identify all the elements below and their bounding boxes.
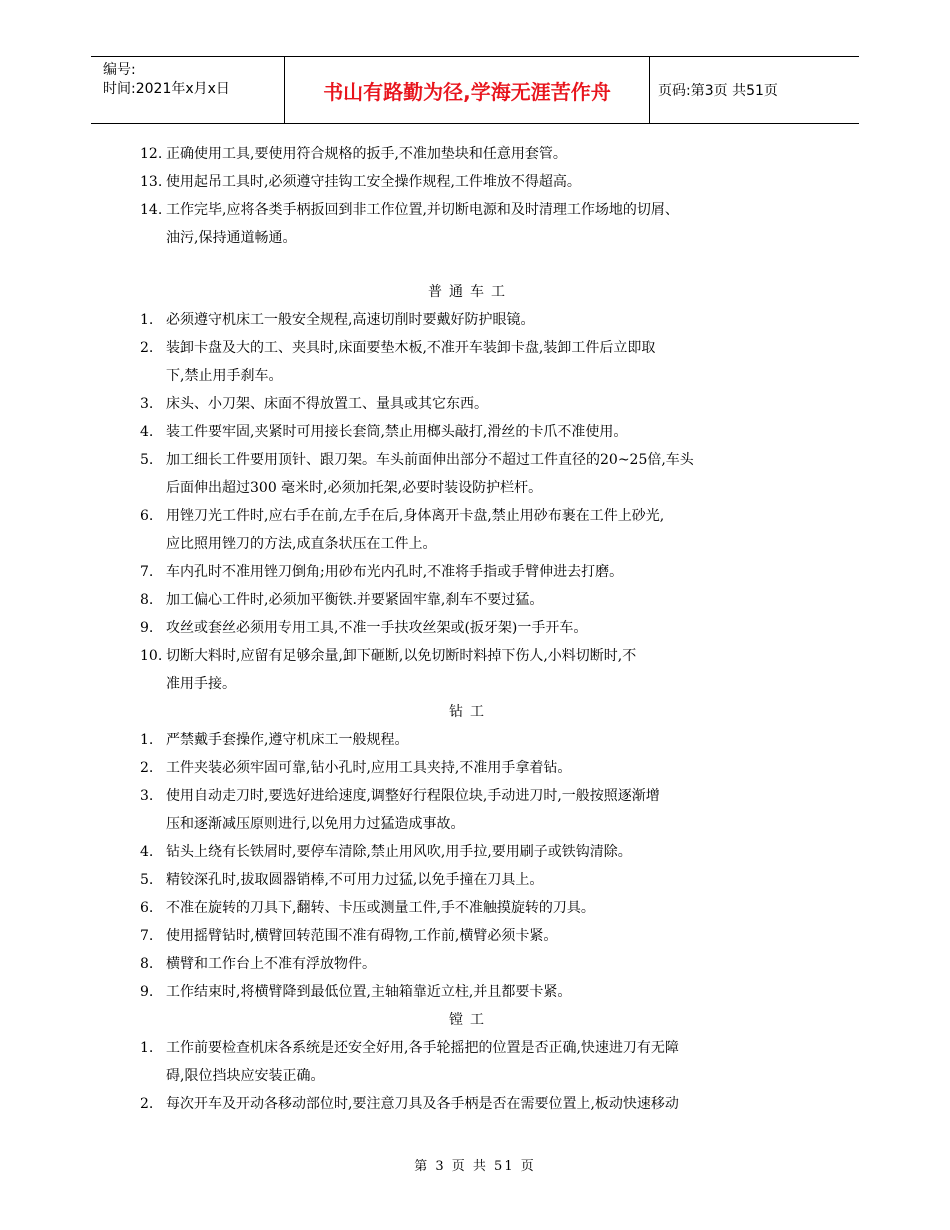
item-text: 使用自动走刀时,要选好进给速度,调整好行程限位块,手动进刀时,一般按照逐渐增 <box>166 788 660 804</box>
item-text: 工作前要检查机床各系统是还安全好用,各手轮摇把的位置是否正确,快速进刀有无障 <box>166 1040 679 1056</box>
item-text: 钻头上绕有长铁屑时,要停车清除,禁止用风吹,用手拉,要用刷子或铁钩清除。 <box>166 844 632 860</box>
list-item <box>140 306 800 334</box>
item-number: 6. <box>140 508 154 524</box>
item-number: 7. <box>140 928 154 944</box>
item-number: 9. <box>140 620 154 636</box>
document-body <box>140 140 800 1118</box>
item-number: 12. <box>140 146 163 162</box>
list-item <box>140 418 800 446</box>
item-text: 准用手接。 <box>166 676 236 692</box>
item-text: 碍,限位挡块应安装正确。 <box>166 1068 325 1084</box>
list-item <box>140 642 800 670</box>
serial-label: 编号: <box>103 62 136 78</box>
item-number: 2. <box>140 760 154 776</box>
list-item-continuation <box>140 810 800 838</box>
header-motto: 书山有路勤为径,学海无涯苦作舟 <box>285 57 650 123</box>
item-number: 3. <box>140 396 154 412</box>
list-item <box>140 866 800 894</box>
item-number: 7. <box>140 564 154 580</box>
header-page-info: 页码:第3页 共51页 <box>658 83 778 99</box>
item-number: 2. <box>140 1096 154 1112</box>
section-title: 钻工 <box>449 704 491 720</box>
page-header <box>91 56 859 124</box>
item-number: 5. <box>140 872 154 888</box>
item-text: 加工偏心工件时,必须加平衡铁.并要紧固牢靠,刹车不要过猛。 <box>166 592 544 608</box>
item-text: 必须遵守机床工一般安全规程,高速切削时要戴好防护眼镜。 <box>166 312 535 328</box>
list-item-continuation <box>140 224 800 252</box>
list-item <box>140 614 800 642</box>
item-number: 1. <box>140 1040 154 1056</box>
list-item <box>140 754 800 782</box>
item-text: 用锉刀光工件时,应右手在前,左手在后,身体离开卡盘,禁止用砂布裹在工件上砂光, <box>166 508 665 524</box>
item-number: 3. <box>140 788 154 804</box>
page-footer: 第 3 页 共 51 页 <box>414 1159 536 1174</box>
item-text: 不准在旋转的刀具下,翻转、卡压或测量工件,手不准触摸旋转的刀具。 <box>166 900 595 916</box>
list-item-continuation <box>140 474 800 502</box>
item-number: 13. <box>140 174 163 190</box>
item-number: 6. <box>140 900 154 916</box>
list-item-continuation <box>140 670 800 698</box>
item-text: 油污,保持通道畅通。 <box>166 230 297 246</box>
list-item <box>140 196 800 224</box>
item-text: 车内孔时不准用锉刀倒角;用砂布光内孔时,不准将手指或手臂伸进去打磨。 <box>166 564 624 580</box>
section-title: 普通车工 <box>428 284 512 300</box>
item-number: 4. <box>140 424 154 440</box>
item-number: 5. <box>140 452 154 468</box>
item-number: 1. <box>140 312 154 328</box>
item-number: 10. <box>140 648 163 664</box>
list-item <box>140 558 800 586</box>
list-item <box>140 950 800 978</box>
item-number: 8. <box>140 956 154 972</box>
item-text: 工作完毕,应将各类手柄扳回到非工作位置,并切断电源和及时清理工作场地的切屑、 <box>166 202 679 218</box>
header-meta <box>91 57 285 123</box>
list-item <box>140 390 800 418</box>
item-text: 每次开车及开动各移动部位时,要注意刀具及各手柄是否在需要位置上,板动快速移动 <box>166 1096 679 1112</box>
item-text: 装工件要牢固,夹紧时可用接长套筒,禁止用榔头敲打,滑丝的卡爪不准使用。 <box>166 424 628 440</box>
item-text: 工件夹装必须牢固可靠,钻小孔时,应用工具夹持,不准用手拿着钻。 <box>166 760 572 776</box>
time-label: 时间:2021年x月x日 <box>103 81 230 97</box>
item-text: 严禁戴手套操作,遵守机床工一般规程。 <box>166 732 409 748</box>
list-item <box>140 586 800 614</box>
list-item-continuation <box>140 530 800 558</box>
item-text: 后面伸出超过300 毫米时,必须加托架,必要时装设防护栏杆。 <box>166 480 543 496</box>
list-item <box>140 446 800 474</box>
list-item <box>140 978 800 1006</box>
item-text: 应比照用锉刀的方法,成直条状压在工件上。 <box>166 536 437 552</box>
item-number: 8. <box>140 592 154 608</box>
item-text: 精铰深孔时,拔取圆器销棒,不可用力过猛,以免手撞在刀具上。 <box>166 872 544 888</box>
item-text: 床头、小刀架、床面不得放置工、量具或其它东西。 <box>166 396 488 412</box>
item-number: 14. <box>140 202 163 218</box>
item-number: 2. <box>140 340 154 356</box>
list-item <box>140 168 800 196</box>
list-item <box>140 502 800 530</box>
list-item <box>140 782 800 810</box>
list-item-continuation <box>140 1062 800 1090</box>
list-item <box>140 140 800 168</box>
item-text: 切断大料时,应留有足够余量,卸下砸断,以免切断时料掉下伤人,小料切断时,不 <box>166 648 637 664</box>
list-item <box>140 334 800 362</box>
item-number: 9. <box>140 984 154 1000</box>
list-item <box>140 1090 800 1118</box>
item-text: 下,禁止用手刹车。 <box>166 368 283 384</box>
item-text: 使用起吊工具时,必须遵守挂钩工安全操作规程,工件堆放不得超高。 <box>166 174 581 190</box>
list-item <box>140 922 800 950</box>
list-item <box>140 1034 800 1062</box>
list-item <box>140 726 800 754</box>
list-item-continuation <box>140 362 800 390</box>
item-text: 横臂和工作台上不准有浮放物件。 <box>166 956 376 972</box>
list-item <box>140 894 800 922</box>
item-number: 1. <box>140 732 154 748</box>
item-number: 4. <box>140 844 154 860</box>
item-text: 加工细长工件要用顶针、跟刀架。车头前面伸出部分不超过工件直径的20~25倍,车头 <box>166 452 694 468</box>
item-text: 工作结束时,将横臂降到最低位置,主轴箱靠近立柱,并且都要卡紧。 <box>166 984 572 1000</box>
item-text: 压和逐渐减压原则进行,以免用力过猛造成事故。 <box>166 816 465 832</box>
section-title: 镗工 <box>449 1012 491 1028</box>
item-text: 装卸卡盘及大的工、夹具时,床面要垫木板,不准开车装卸卡盘,装卸工件后立即取 <box>166 340 656 356</box>
spacer <box>140 252 800 278</box>
item-text: 正确使用工具,要使用符合规格的扳手,不准加垫块和任意用套管。 <box>166 146 567 162</box>
list-item <box>140 838 800 866</box>
item-text: 攻丝或套丝必须用专用工具,不准一手扶攻丝架或(扳牙架)一手开车。 <box>166 620 588 636</box>
item-text: 使用摇臂钻时,横臂回转范围不准有碍物,工作前,横臂必须卡紧。 <box>166 928 558 944</box>
